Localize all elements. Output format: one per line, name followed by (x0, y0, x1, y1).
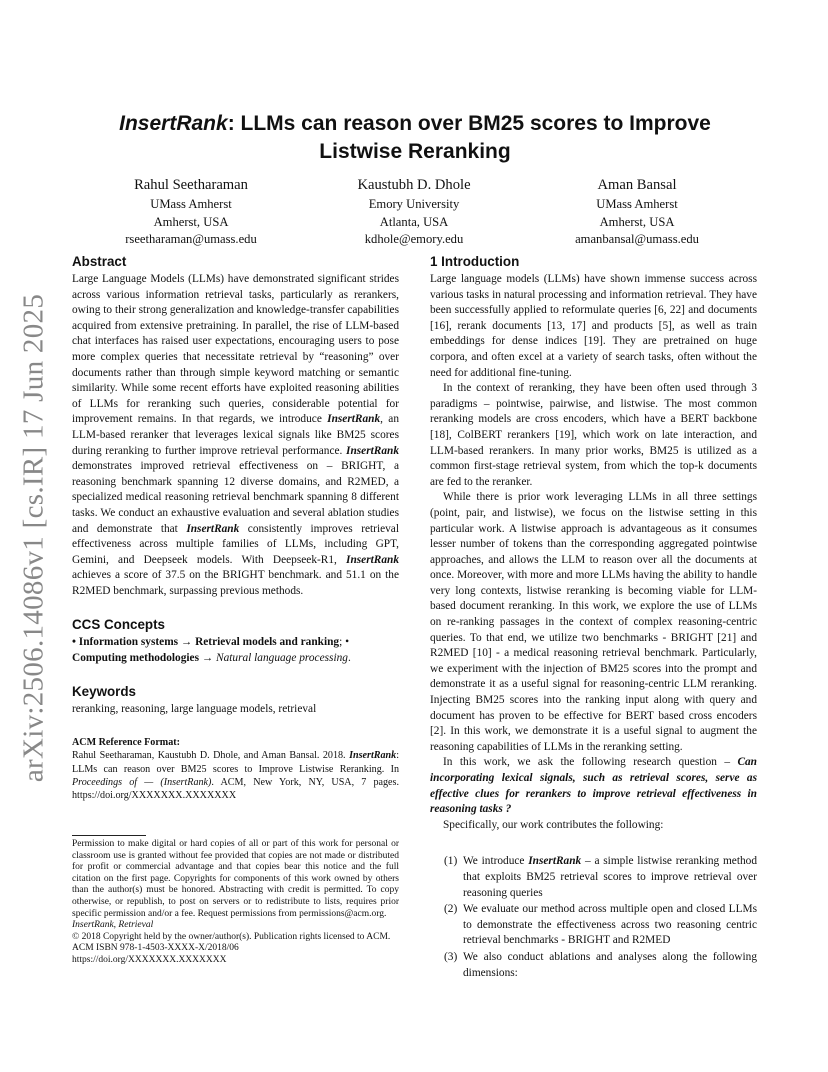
arxiv-id-text: arXiv:2506.14086v1 [cs.IR] 17 Jun 2025 (17, 293, 50, 782)
list-item: (3) We also conduct ablations and analyses along the following dimensions: (444, 950, 757, 979)
author-affiliation: UMass Amherst (150, 197, 232, 211)
author-block-3 (522, 176, 752, 249)
paper-title (72, 110, 758, 166)
introduction-section (430, 253, 757, 982)
title-method-name: InsertRank (119, 112, 228, 135)
acm-reference-heading: ACM Reference Format: (72, 737, 180, 748)
keywords-body: reranking, reasoning, large language models, retrieval (72, 703, 317, 715)
author-name: Aman Bansal (597, 177, 677, 193)
intro-paragraph-5: Specifically, our work contributes the following: (443, 818, 664, 831)
author-block-1 (76, 176, 306, 249)
venue-text: InsertRank, Retrieval (72, 920, 154, 931)
ccs-body: • Information systems → Retrieval models and ranking; • Computing methodologies → Natural language processing. (72, 636, 351, 664)
title-line1: : LLMs can reason over BM25 scores to Improve (227, 112, 711, 135)
permission-footnote (72, 839, 399, 967)
author-location: Amherst, USA (599, 214, 675, 229)
ccs-heading: CCS Concepts (72, 617, 166, 632)
intro-paragraph-4: In this work, we ask the following research question – Can incorporating lexical signals, such as retrieval scores, serve as effective clues for rerankers to improve retrieval effectiveness in reasoning tasks ? (430, 756, 757, 816)
abstract-section (72, 253, 399, 599)
author-email[interactable]: kdhole@emory.edu (364, 232, 464, 246)
footnote-rule (72, 835, 146, 836)
author-name: Rahul Seetharaman (134, 177, 248, 193)
abstract-heading: Abstract (72, 254, 127, 269)
author-affiliation: UMass Amherst (596, 197, 678, 211)
title-line2: Listwise Reranking (319, 140, 511, 163)
author-location: Amherst, USA (153, 214, 229, 229)
copyright-text: © 2018 Copyright held by the owner/author(s). Publication rights licensed to ACM. (72, 931, 391, 942)
intro-paragraph-1: Large language models (LLMs) have shown immense success across various tasks in natural processing and information retrieval. They have been successfully applied to reformulate queries [6, 22] and documents [16], rerank documents [13, 17] and products [5], as well as train embeddings for dense indices [19]. They are pretrained on huge corpora, and often excel at a variety of search tasks, often without the need for additional fine-tuning. (430, 273, 757, 379)
author-name: Kaustubh D. Dhole (357, 177, 471, 193)
intro-paragraph-2: In the context of reranking, they have been often used through 3 paradigms – pointwise, pairwise, and listwise. The most common reranking models are cross encoders, which have a BERT backbone [18], ColBERT rerankers [19], which work on late interaction, and LLM-based rerankers. In many prior works, BM25 is utilized as a common first-stage retrieval system, from which the top-k documents are fed to the reranker. (430, 382, 757, 488)
author-email[interactable]: rseetharaman@umass.edu (125, 232, 257, 246)
abstract-body: Large Language Models (LLMs) have demonstrated significant strides across various information retrieval tasks, particularly as rerankers, owing to their strong generalization and knowledge-transfer capabilities acquired from extensive pretraining. In parallel, the rise of LLM-based chat interfaces has raised user expectations, encouraging users to pose more complex queries that necessitate retrieval by “reasoning” over documents rather than through simple keyword matching or semantic similarity. While some recent efforts have exploited reasoning abilities of LLMs for reranking such queries, considerable potential for improvement remains. In that regards, we introduce InsertRank, an LLM-based reranker that leverages lexical signals like BM25 scores during reranking to further improve retrieval performance. InsertRank demonstrates improved retrieval effectiveness on – BRIGHT, a reasoning benchmark spanning 12 diverse domains, and R2MED, a specialized medical reasoning retrieval benchmark spanning 8 different tasks. We conduct an exhaustive evaluation and several ablation studies and demonstrate that InsertRank consistently improves retrieval effectiveness across multiple families of LLMs, including GPT, Gemini, and Deepseek models. With Deepseek-R1, InsertRank achieves a score of 37.5 on the BRIGHT benchmark. and 51.1 on the R2MED benchmark, surpassing previous methods. (72, 273, 399, 597)
ccs-section (72, 616, 399, 666)
intro-paragraph-3: While there is prior work leveraging LLMs in all three settings (point, pair, and listwise), we focus on the listwise setting in this particular work. A listwise approach is advantageous as it consumes lesser number of tokens than the corresponding aggregated pointwise approaches, and allows the LLM to reason over all the documents at once. Moreover, with more and more LLMs having the ability to handle very long contexts, listwise reranking is becoming viable for LLM-based document reranking. In this work, we explore the use of LLMs on re-ranking passages in the context of complex reasoning-centric queries. To that end, we utilize two benchmarks - BRIGHT [21] and R2MED [10] - a medical reasoning retrieval benchmark. Particularly, we experiment with the injection of BM25 scores into the prompt and demonstrate it as a useful signal for reasoning-centric LLM reranking. Injecting BM25 scores into the ranking input along with query and document has proven to be effective for BERT based cross encoders [2]. In this work, we demonstrate it is a useful signal to augment the reasoning capabilities of LLMs in the reranking setting. (430, 491, 757, 753)
author-location: Atlanta, USA (379, 214, 449, 229)
author-affiliation: Emory University (368, 197, 460, 211)
author-block-2 (299, 176, 529, 249)
contribution-list (430, 854, 757, 981)
keywords-heading: Keywords (72, 684, 136, 699)
permission-text: Permission to make digital or hard copies of all or part of this work for personal or classroom use is granted without fee provided that copies are not made or distributed for profit or commercial advantage and that copies bear this notice and the full citation on the first page. Copyrights for components of this work owned by others than the author(s) must be honored. Abstracting with credit is permitted. To copy otherwise, or republish, to post on servers or to redistribute to lists, requires prior specific permission and/or a fee. Request permissions from permissions@acm.org. (72, 839, 399, 919)
doi-text: https://doi.org/XXXXXXX.XXXXXXX (72, 954, 227, 965)
acm-reference-body: Rahul Seetharaman, Kaustubh D. Dhole, and Aman Bansal. 2018. InsertRank: LLMs can reason over BM25 scores to Improve Listwise Reranking. In Proceedings of — (InsertRank). ACM, New York, NY, USA, 7 pages. https://doi.org/XXXXXXX.XXXXXXX (72, 750, 399, 802)
author-email[interactable]: amanbansal@umass.edu (575, 232, 699, 246)
keywords-section (72, 683, 399, 718)
list-item: (2) We evaluate our method across multiple open and closed LLMs to demonstrate the effectiveness across two reasoning centric retrieval benchmarks - BRIGHT and R2MED (444, 903, 757, 947)
isbn-text: ACM ISBN 978-1-4503-XXXX-X/2018/06 (72, 943, 239, 954)
research-question: Can incorporating lexical signals, such as retrieval scores, serve as effective clues for rerankers to improve retrieval effectiveness in reasoning tasks ? (430, 756, 757, 816)
introduction-heading: 1 Introduction (430, 254, 520, 269)
list-item: (1) We introduce InsertRank – a simple listwise reranking method that exploits BM25 retrieval scores to improve retrieval over reasoning queries (444, 855, 757, 899)
acm-reference (72, 736, 399, 802)
arxiv-identifier (14, 293, 54, 782)
